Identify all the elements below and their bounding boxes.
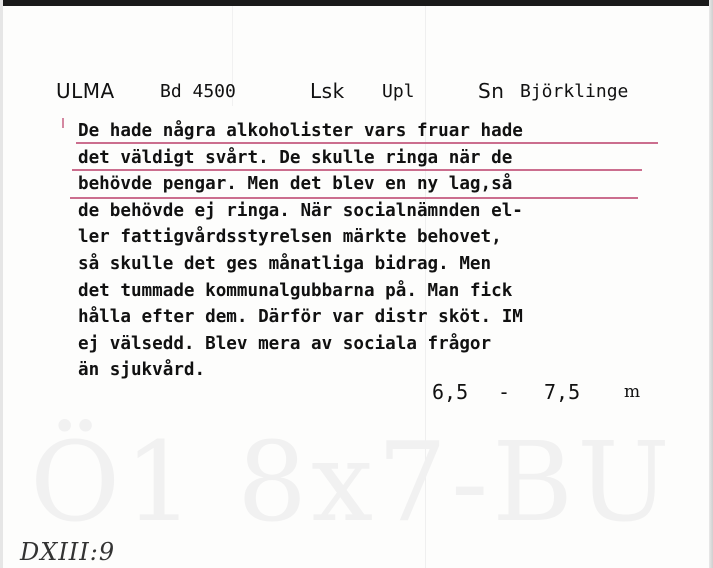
text-line: det väldigt svårt. De skulle ringa när de [78,147,513,168]
scan-edge-right [709,0,713,568]
measure-unit: m [624,382,641,402]
text-line: behövde pengar. Men det blev en ny lag,så [78,174,513,195]
measure-dash: - [498,380,511,404]
card-header [56,78,676,108]
parish-label: Sn [478,79,505,103]
text-line: hålla efter dem. Därför var distr sköt. IM [78,307,523,328]
margin-tick-mark [62,118,64,128]
province-value: Upl [382,81,415,102]
text-line: än sjukvård. [78,360,206,381]
text-line: de behövde ej ringa. När socialnämnden el- [78,200,523,221]
text-line: ler fattigvårdsstyrelsen märkte behovet, [78,227,502,248]
parish-code: ULMA [56,79,115,103]
text-line: ej välsedd. Blev mera av sociala frågor [78,333,492,354]
measure-from: 6,5 [432,380,469,404]
scan-edge-top [0,0,713,6]
text-line: De hade några alkoholister vars fruar hade [78,121,523,141]
scan-edge-left [0,0,3,568]
parish-value: Björklinge [520,81,629,102]
volume-number: Bd 4500 [160,81,236,102]
transcribed-text [78,118,678,384]
text-line: så skulle det ges månatliga bidrag. Men [78,253,492,274]
province-label: Lsk [310,79,345,103]
text-line: det tummade kommunalgubbarna på. Man fick [78,280,513,301]
catalog-mark: DXIII:9 [20,538,116,566]
show-through-stamp: Ö1 8x7-BU [30,418,674,546]
measure-to: 7,5 [544,380,581,404]
